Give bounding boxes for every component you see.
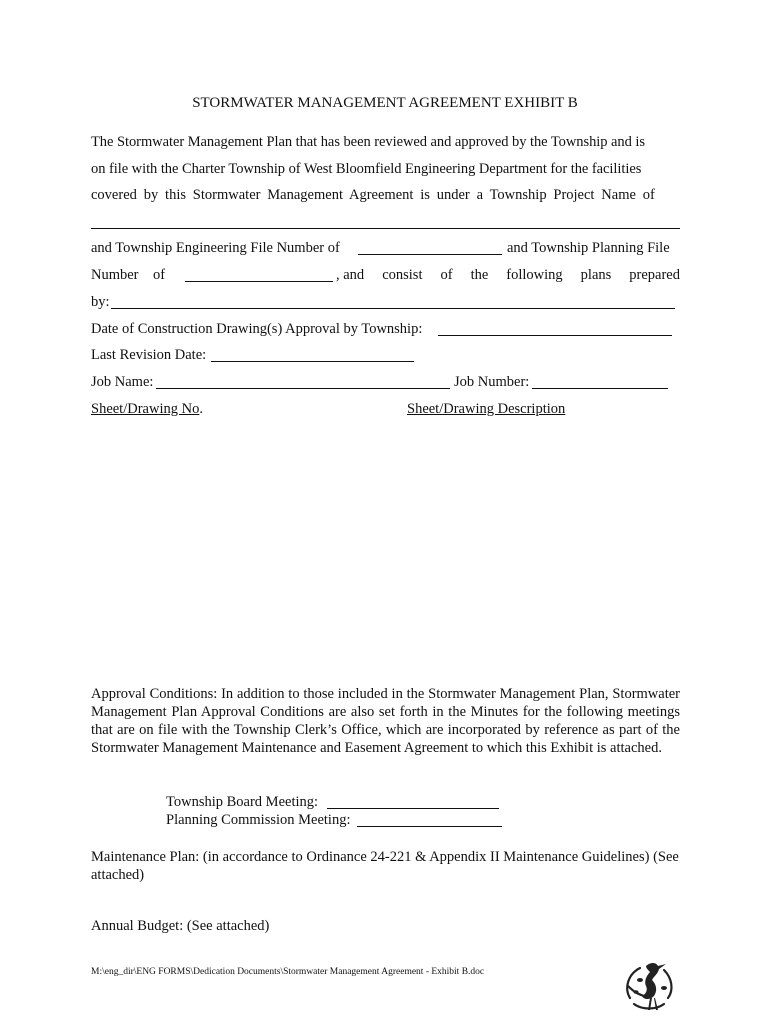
consist-phrase (336, 268, 680, 283)
planning-file-number-field[interactable] (185, 281, 333, 282)
maintenance-plan-paragraph: Maintenance Plan: (in accordance to Ordinance 24-221 & Appendix II Maintenance Guidelines) (See attached) (91, 849, 679, 883)
last-revision-label: Last Revision Date: (91, 347, 207, 363)
consist-word-5: following (506, 267, 563, 283)
board-meeting-field[interactable] (327, 808, 499, 809)
planning-file-label: and Township Planning File (507, 240, 670, 256)
intro-line-2: on file with the Charter Township of West Bloomfield Engineering Department for the facilities (91, 161, 642, 177)
prepared-by-label: by: (91, 294, 110, 310)
township-heron-logo-icon (620, 958, 680, 1016)
project-name-field[interactable] (91, 228, 680, 229)
intro-line-3: covered by this Stormwater Management Agreement is under a Township Project Name of (91, 187, 655, 203)
planning-meeting-label: Planning Commission Meeting: (166, 812, 351, 828)
planning-meeting-field[interactable] (357, 826, 502, 827)
number-word: Number (91, 267, 139, 283)
sheet-number-header-text: Sheet/Drawing No (91, 401, 200, 417)
consist-word-2: consist (382, 267, 423, 283)
construction-date-label: Date of Construction Drawing(s) Approval by Township: (91, 321, 423, 337)
job-number-field[interactable] (532, 388, 668, 389)
approval-conditions-paragraph: Approval Conditions: In addition to those included in the Stormwater Management Plan, Stormwater Management Plan Approval Conditions are also set forth in the Minutes for the following meetings that are on file with the Township Clerk’s Office, which are incorporated by reference as part of the Stormwater Management Maintenance and Easement Agreement to which this Exhibit is attached. (91, 686, 680, 756)
sheet-number-header (91, 402, 203, 417)
board-meeting-label: Township Board Meeting: (166, 794, 319, 810)
engineering-file-number-field[interactable] (358, 254, 502, 255)
intro-line-1: The Stormwater Management Plan that has been reviewed and approved by the Township and is (91, 134, 645, 150)
footer-file-path: M:\eng_dir\ENG FORMS\Dedication Documents\Stormwater Management Agreement - Exhibit B.doc (91, 967, 485, 977)
document-title: STORMWATER MANAGEMENT AGREEMENT EXHIBIT B (192, 95, 578, 111)
prepared-by-field[interactable] (111, 308, 675, 309)
of-word: of (153, 267, 166, 283)
sheet-number-header-period: . (199, 401, 203, 417)
sheet-description-header: Sheet/Drawing Description (407, 401, 566, 417)
annual-budget-text: Annual Budget: (See attached) (91, 918, 270, 934)
last-revision-field[interactable] (211, 361, 414, 362)
job-number-label: Job Number: (454, 374, 530, 390)
construction-date-field[interactable] (438, 335, 672, 336)
consist-word-6: plans (580, 267, 612, 283)
job-name-field[interactable] (156, 388, 450, 389)
file-number-label: and Township Engineering File Number of (91, 240, 340, 256)
consist-word-1: , and (336, 267, 365, 283)
consist-word-3: of (440, 267, 453, 283)
consist-word-7: prepared (629, 267, 680, 283)
consist-word-4: the (470, 267, 489, 283)
job-name-label: Job Name: (91, 374, 154, 390)
